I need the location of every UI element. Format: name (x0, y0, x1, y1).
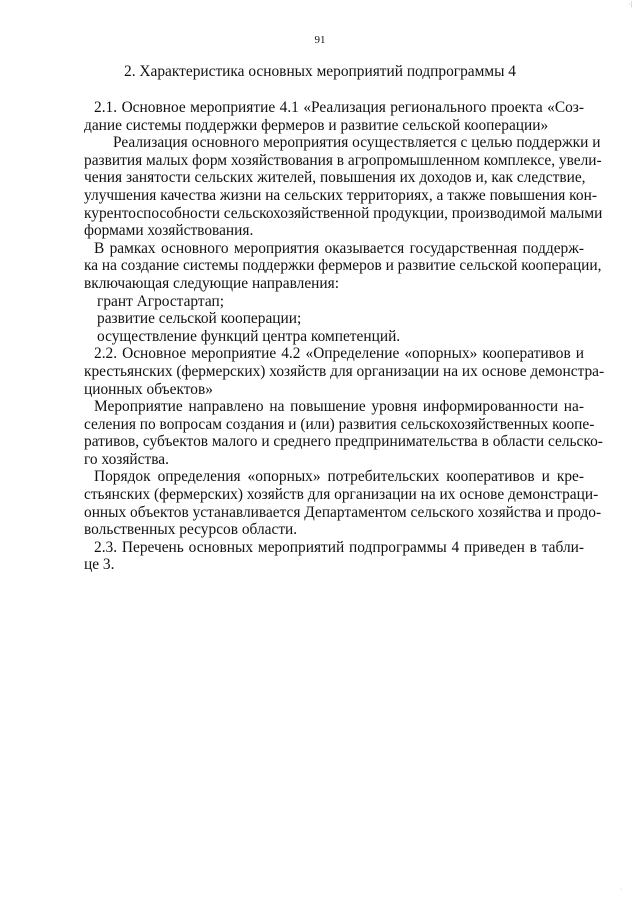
text-line: Реализация основного мероприятия осуществляется с целью поддержки и (113, 134, 601, 152)
text-line: В рамках основного мероприятия оказывается государственная поддерж- (94, 239, 584, 257)
text-line: улучшения качества жизни на сельских территориях, а также повышения кон- (84, 186, 597, 204)
text-line: го хозяйства. (84, 450, 169, 468)
scan-mark: ·| (628, 2, 632, 8)
paragraph (84, 398, 603, 468)
paragraph (84, 134, 603, 240)
text-line: ционных объектов» (84, 380, 213, 398)
scan-mark: · (620, 887, 622, 893)
paragraph (84, 239, 602, 293)
text-line: це 3. (84, 556, 115, 574)
text-line: ративов, субъектов малого и среднего предпринимательства в области сельско- (84, 433, 603, 451)
text-line: развития малых форм хозяйствования в агропромышленном комплексе, увели- (84, 151, 602, 169)
text-line: Порядок определения «опорных» потребительских кооперативов и кре- (94, 468, 584, 486)
text-line: вольственных ресурсов области. (84, 521, 298, 539)
text-line: крестьянских (фермерских) хозяйств для организации на их основе демонстра- (84, 362, 605, 380)
paragraph (84, 539, 584, 574)
text-line: 2.2. Основное мероприятие 4.2 «Определение «опорных» кооперативов и (94, 345, 584, 363)
text-line: развитие сельской кооперации; (97, 310, 302, 328)
paragraph (84, 468, 602, 539)
text-line: онных объектов устанавливается Департаментом сельского хозяйства и продо- (84, 503, 602, 521)
paragraph (84, 328, 584, 346)
page-number: 91 (314, 34, 326, 46)
text-line: курентоспособности сельскохозяйственной продукции, производимой малыми (84, 204, 603, 222)
text-line: ка на создание системы поддержки фермеров и развитие сельской кооперации, (84, 257, 602, 275)
text-line: включающая следующие направления: (84, 274, 339, 292)
text-line: формами хозяйствования. (84, 222, 254, 240)
text-line: дание системы поддержки фермеров и развитие сельской кооперации» (84, 116, 549, 134)
text-line: чения занятости сельских жителей, повышения их доходов и, как следствие, (84, 169, 586, 187)
text-line: осуществление функций центра компетенций. (97, 327, 401, 345)
text-line: 2.1. Основное мероприятие 4.1 «Реализация регионального проекта «Соз- (94, 99, 584, 116)
text-line: Мероприятие направлено на повышение уровня информированности на- (94, 398, 584, 416)
paragraph (84, 293, 584, 311)
text-line: селения по вопросам создания и (или) развития сельскохозяйственных коопе- (84, 415, 595, 433)
paragraph (84, 310, 584, 328)
paragraph (84, 345, 605, 398)
paragraph (84, 99, 584, 134)
section-heading: 2. Характеристика основных мероприятий подпрограммы 4 (124, 63, 516, 80)
text-line: стьянских (фермерских) хозяйств для организации на их основе демонстраци- (84, 486, 599, 504)
text-line: 2.3. Перечень основных мероприятий подпрограммы 4 приведен в табли- (94, 538, 584, 556)
document-body (84, 99, 605, 574)
text-line: грант Агростартап; (97, 292, 224, 310)
